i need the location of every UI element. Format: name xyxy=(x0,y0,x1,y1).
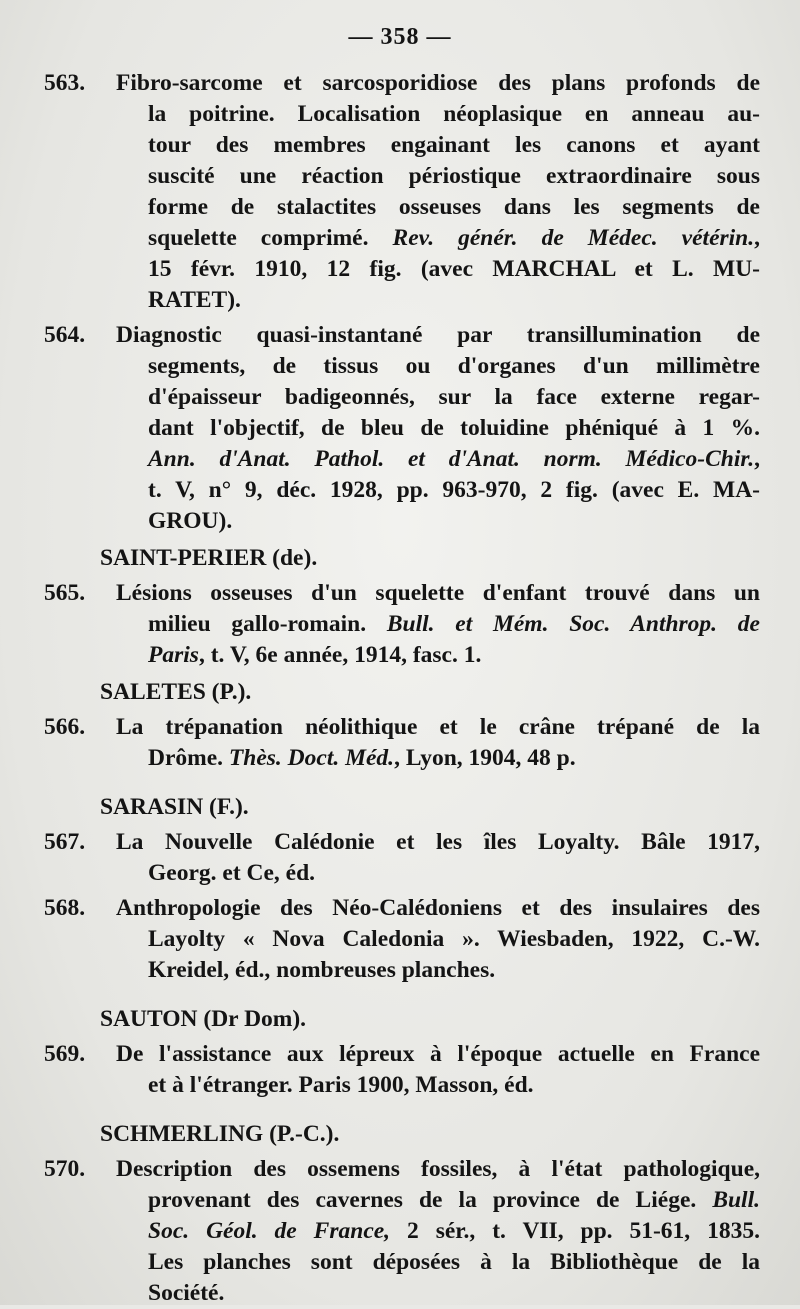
entry-line-text: Société. xyxy=(148,1280,225,1306)
entry-line-text: t. V, n° 9, déc. 1928, pp. 963-970, 2 fig. (avec E. MA- xyxy=(148,477,760,503)
entry-line-text: Drôme. xyxy=(148,745,229,771)
entry-line xyxy=(116,609,760,640)
entry-line-text: forme de stalactites osseuses dans les segments de xyxy=(148,194,760,220)
entry-line xyxy=(116,1278,760,1309)
entry-number: 570. xyxy=(44,1156,86,1182)
entry-line-text: d'épaisseur badigeonnés, sur la face externe regar- xyxy=(148,384,760,410)
entry-line-text: la poitrine. Localisation néoplasique en anneau au- xyxy=(148,101,760,127)
journal-title: Paris xyxy=(148,642,199,668)
page-number: — 358 — xyxy=(348,24,452,50)
journal-title: Ann. d'Anat. Pathol. et d'Anat. norm. Médico-Chir. xyxy=(148,446,755,472)
entry-text xyxy=(116,712,760,774)
entry-line xyxy=(116,827,760,858)
entry-line xyxy=(116,955,760,986)
journal-title: Bull. et Mém. Soc. Anthrop. de xyxy=(386,611,760,637)
entry-line xyxy=(116,285,760,316)
entry-line xyxy=(116,712,760,743)
entry-number: 569. xyxy=(44,1041,86,1067)
entry-line-text: suscité une réaction périostique extraordinaire sous xyxy=(148,163,760,189)
entry-line xyxy=(116,640,760,671)
entry-line xyxy=(116,1216,760,1247)
entry-line-text: RATET). xyxy=(148,287,241,313)
bibliography-list xyxy=(44,68,760,1309)
entry-line xyxy=(116,1247,760,1278)
entry-line-text: Anthropologie des Néo-Calédoniens et des insulaires des xyxy=(116,895,760,921)
entry-text xyxy=(116,827,760,889)
entry-text xyxy=(116,893,760,986)
entry-line xyxy=(116,578,760,609)
entry-line xyxy=(116,382,760,413)
entry-number: 567. xyxy=(44,829,86,855)
entry-line-text: milieu gallo-romain. xyxy=(148,611,387,637)
entry-line-text: et à l'étranger. Paris 1900, Masson, éd. xyxy=(148,1072,534,1098)
entry-line xyxy=(116,444,760,475)
entry-line xyxy=(116,254,760,285)
entry-567 xyxy=(44,827,760,889)
entry-text xyxy=(116,320,760,537)
entry-line xyxy=(116,68,760,99)
entry-number: 568. xyxy=(44,895,86,921)
entry-line-text: Kreidel, éd., nombreuses planches. xyxy=(148,957,496,983)
entry-line-text: Fibro-sarcome et sarcosporidiose des plans profonds de xyxy=(116,70,760,96)
entry-line-text: Diagnostic quasi-instantané par transillumination de xyxy=(116,322,760,348)
entry-number: 564. xyxy=(44,322,86,348)
entry-line xyxy=(116,893,760,924)
entry-line-text: La trépanation néolithique et le crâne trépané de la xyxy=(116,714,760,740)
entry-line-text: segments, de tissus ou d'organes d'un millimètre xyxy=(148,353,760,379)
entry-line-text: La Nouvelle Calédonie et les îles Loyalty. Bâle 1917, xyxy=(116,829,760,855)
author-heading-saint-perier: SAINT-PERIER (de). xyxy=(100,545,318,571)
entry-line xyxy=(116,506,760,537)
author-heading-schmerling: SCHMERLING (P.-C.). xyxy=(100,1121,340,1147)
entry-566 xyxy=(44,712,760,774)
author-heading-sarasin: SARASIN (F.). xyxy=(100,794,249,820)
journal-title: Thès. Doct. Méd. xyxy=(228,745,395,771)
entry-line xyxy=(116,223,760,254)
entry-line-text: , t. V, 6e année, 1914, fasc. 1. xyxy=(198,642,482,668)
entry-line xyxy=(116,924,760,955)
journal-title: Soc. Géol. de France, xyxy=(148,1218,391,1244)
entry-line-text: Les planches sont déposées à la Bibliothèque de la xyxy=(148,1249,760,1275)
entry-text xyxy=(116,578,760,671)
entry-563 xyxy=(44,68,760,316)
entry-line-text: , Lyon, 1904, 48 p. xyxy=(394,745,576,771)
entry-line xyxy=(116,1185,760,1216)
entry-570 xyxy=(44,1154,760,1309)
author-heading-saletes: SALETES (P.). xyxy=(100,679,252,705)
entry-line-text: , xyxy=(754,446,760,472)
journal-title: Rev. génér. de Médec. vétérin. xyxy=(392,225,755,251)
entry-line xyxy=(116,130,760,161)
entry-line xyxy=(116,858,760,889)
entry-line-text: , xyxy=(754,225,760,251)
entry-line-text: Layolty « Nova Caledonia ». Wiesbaden, 1922, C.-W. xyxy=(148,926,760,952)
entry-564 xyxy=(44,320,760,537)
entry-text xyxy=(116,1039,760,1101)
entry-line-text: provenant des cavernes de la province de Liége. xyxy=(148,1187,713,1213)
entry-line xyxy=(116,1070,760,1101)
entry-line xyxy=(116,320,760,351)
entry-line-text: 2 sér., t. VII, pp. 51-61, 1835. xyxy=(390,1218,760,1244)
entry-line-text: GROU). xyxy=(148,508,233,534)
entry-line-text: tour des membres engainant les canons et ayant xyxy=(148,132,760,158)
entry-text xyxy=(116,1154,760,1309)
author-heading-sauton: SAUTON (Dr Dom). xyxy=(100,1006,307,1032)
entry-line xyxy=(116,743,760,774)
journal-title: Bull. xyxy=(712,1187,760,1213)
entry-line xyxy=(116,413,760,444)
entry-line xyxy=(116,161,760,192)
entry-line-text: squelette comprimé. xyxy=(148,225,393,251)
entry-line xyxy=(116,1154,760,1185)
entry-line-text: Lésions osseuses d'un squelette d'enfant trouvé dans un xyxy=(116,580,760,606)
entry-line-text: 15 févr. 1910, 12 fig. (avec MARCHAL et L. MU- xyxy=(148,256,760,282)
entry-line-text: Description des ossemens fossiles, à l'état pathologique, xyxy=(116,1156,760,1182)
entry-line xyxy=(116,192,760,223)
entry-line xyxy=(116,475,760,506)
entry-568 xyxy=(44,893,760,986)
entry-number: 566. xyxy=(44,714,86,740)
entry-line-text: De l'assistance aux lépreux à l'époque actuelle en France xyxy=(116,1041,760,1067)
entry-line xyxy=(116,99,760,130)
entry-line-text: Georg. et Ce, éd. xyxy=(148,860,316,886)
entry-text xyxy=(116,68,760,316)
entry-line xyxy=(116,1039,760,1070)
entry-565 xyxy=(44,578,760,671)
entry-569 xyxy=(44,1039,760,1101)
entry-line xyxy=(116,351,760,382)
entry-line-text: dant l'objectif, de bleu de toluidine phéniqué à 1 %. xyxy=(148,415,760,441)
entry-number: 563. xyxy=(44,70,86,96)
entry-number: 565. xyxy=(44,580,86,606)
